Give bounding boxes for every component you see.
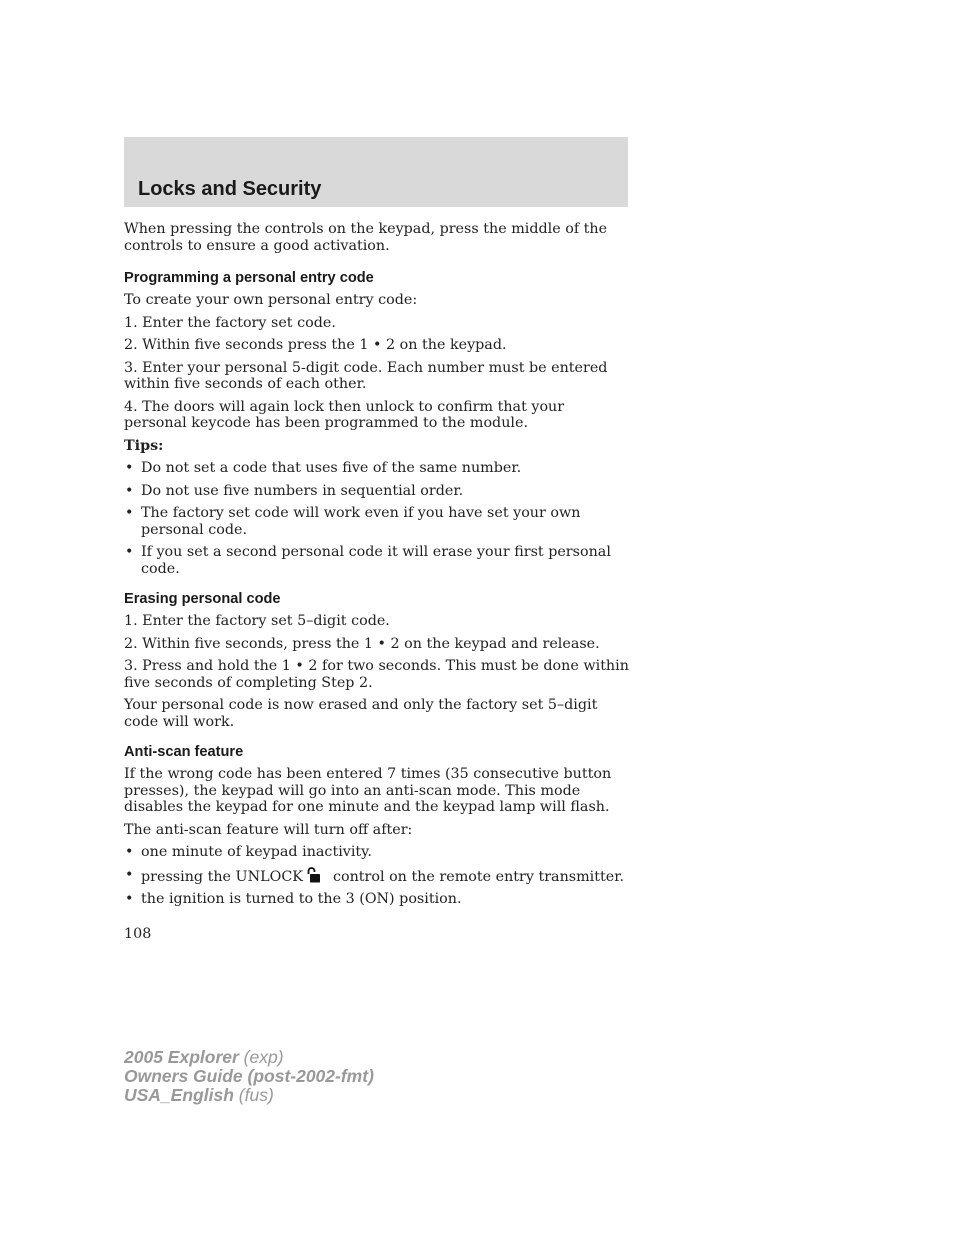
list-item [124, 891, 630, 908]
bullet-icon: • [125, 866, 134, 883]
erasing-step: 1. Enter the factory set 5–digit code. [124, 613, 390, 629]
antiscan-item-text: one minute of keypad inactivity. [141, 844, 372, 860]
antiscan-item-text: the ignition is turned to the 3 (ON) position. [141, 891, 462, 907]
erasing-step: 3. Press and hold the 1 • 2 for two seconds. This must be done within five seconds of completing Step 2. [124, 658, 629, 691]
tip-text: If you set a second personal code it will erase your first personal code. [141, 544, 611, 577]
tips-list [124, 460, 630, 577]
footer-line [124, 1086, 374, 1105]
list-item [124, 867, 630, 886]
programming-step: 2. Within five seconds press the 1 • 2 on the keypad. [124, 337, 507, 353]
tips-label: Tips: [124, 437, 164, 454]
programming-step: 1. Enter the factory set code. [124, 314, 336, 331]
page-content [124, 221, 630, 914]
list-item [124, 844, 630, 861]
programming-lead: To create your own personal entry code: [124, 292, 418, 308]
tip-text: Do not use five numbers in sequential order. [141, 482, 464, 499]
erasing-heading: Erasing personal code [124, 591, 281, 607]
page-number: 108 [124, 926, 152, 942]
bullet-icon: • [125, 460, 134, 476]
bullet-icon: • [125, 844, 134, 860]
tip-text: Do not set a code that uses five of the same number. [141, 460, 522, 476]
footer-line [124, 1048, 374, 1067]
bullet-icon: • [125, 891, 134, 907]
footer-line [124, 1067, 374, 1086]
intro-paragraph: When pressing the controls on the keypad, press the middle of the controls to ensure a good activation. [124, 221, 608, 254]
bullet-icon: • [125, 482, 134, 499]
erasing-step: 2. Within five seconds, press the 1 • 2 on the keypad and release. [124, 635, 600, 652]
antiscan-item-text: pressing the UNLOCK [141, 868, 303, 885]
bullet-icon: • [125, 505, 134, 521]
tip-text: The factory set code will work even if you have set your own personal code. [141, 505, 581, 538]
programming-step: 4. The doors will again lock then unlock to confirm that your personal keycode has been programmed to the module. [124, 398, 565, 431]
section-title: Locks and Security [138, 178, 322, 200]
antiscan-body: If the wrong code has been entered 7 times (35 consecutive button presses), the keypad will go into an anti-scan mode. This mode disables the keypad for one minute and the keypad lamp will flash. [124, 766, 612, 815]
bullet-icon: • [125, 544, 134, 560]
footer-guide: Owners Guide (post-2002-fmt) [124, 1066, 374, 1086]
section-header-band [124, 137, 628, 207]
footer-language-code: (fus) [238, 1085, 274, 1105]
list-item [124, 505, 630, 538]
antiscan-heading: Anti-scan feature [124, 744, 244, 760]
antiscan-lead: The anti-scan feature will turn off after: [124, 821, 413, 838]
list-item [124, 483, 630, 500]
footer-model: 2005 Explorer [124, 1047, 239, 1067]
footer-model-code: (exp) [243, 1047, 284, 1067]
antiscan-list [124, 844, 630, 908]
programming-heading: Programming a personal entry code [124, 270, 374, 286]
list-item [124, 544, 630, 577]
document-footer [124, 1048, 374, 1105]
antiscan-item-text: control on the remote entry transmitter. [332, 868, 625, 885]
unlock-icon [305, 867, 327, 883]
programming-step: 3. Enter your personal 5-digit code. Each number must be entered within five seconds of each other. [124, 359, 608, 392]
list-item [124, 460, 630, 477]
footer-language: USA_English [124, 1085, 234, 1105]
erasing-note: Your personal code is now erased and only the factory set 5–digit code will work. [124, 697, 598, 730]
